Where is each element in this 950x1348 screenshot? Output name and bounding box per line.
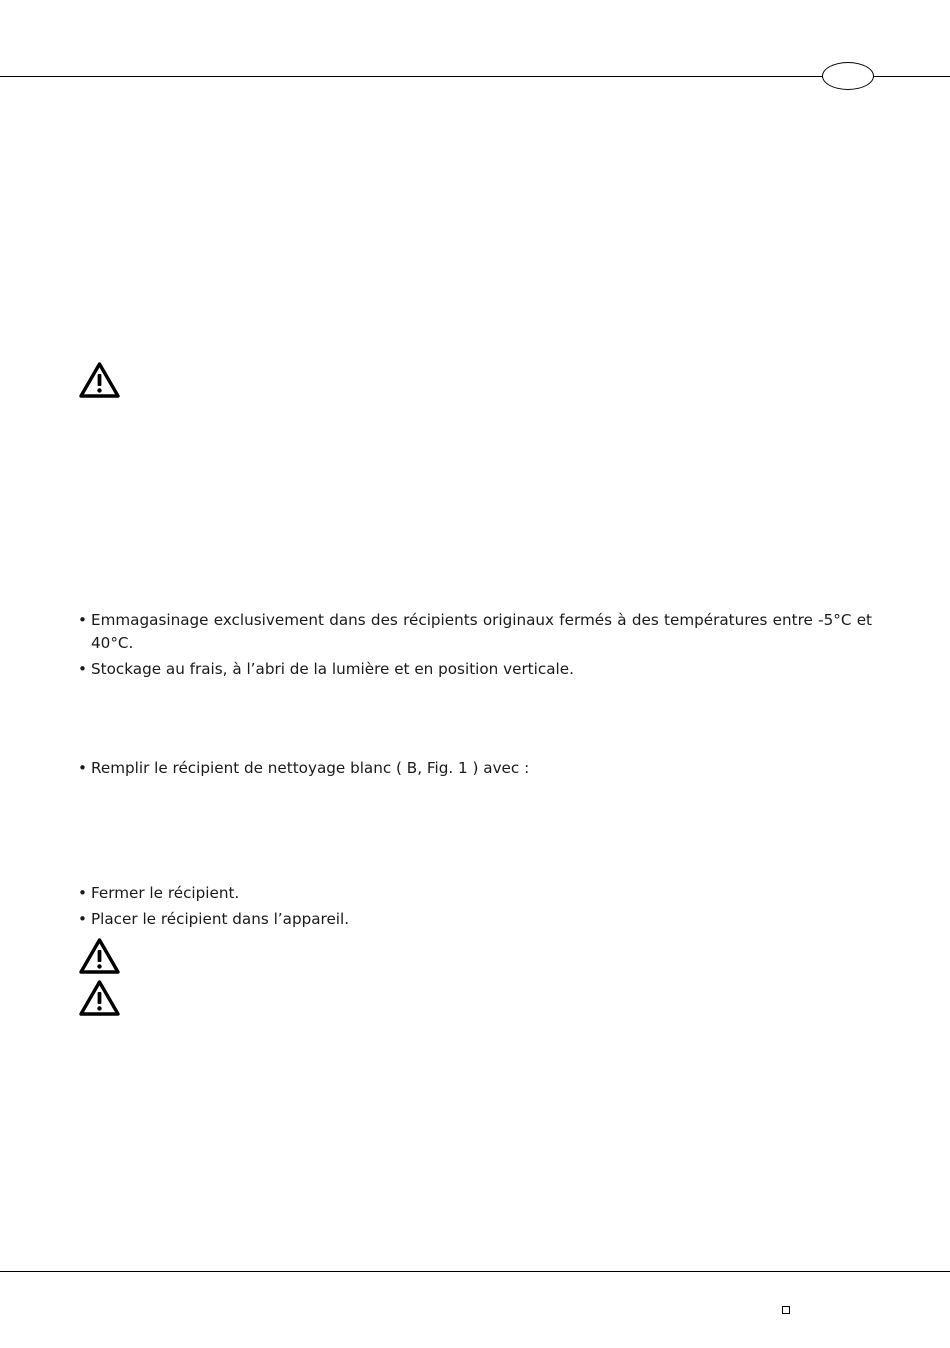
- footer-rule: [0, 1271, 950, 1272]
- bullet-marker: •: [78, 660, 87, 678]
- list-item-fill-container: [78, 757, 872, 780]
- bullet-marker: •: [78, 611, 87, 629]
- warning-triangle-icon: [78, 979, 121, 1017]
- list-item-close-container: [78, 882, 872, 905]
- bullet-marker: •: [78, 910, 87, 928]
- list-item-text: Stockage au frais, à l’abri de la lumière et en position verticale.: [91, 660, 574, 678]
- list-item-text: Emmagasinage exclusivement dans des récipients originaux fermés à des températures entre -5°C et 40°C.: [91, 611, 872, 652]
- header-rule: [0, 76, 950, 77]
- list-item-text: Fermer le récipient.: [91, 884, 240, 902]
- list-item-text: Placer le récipient dans l’appareil.: [91, 910, 350, 928]
- bullet-marker: •: [78, 884, 87, 902]
- language-badge-oval-icon: [822, 62, 874, 90]
- list-item-storage-conditions: [78, 658, 872, 681]
- warning-triangle-icon: [78, 937, 121, 975]
- list-item-place-container: [78, 908, 872, 931]
- square-icon: [782, 1306, 790, 1314]
- list-item-text: Remplir le récipient de nettoyage blanc ( B, Fig. 1 ) avec :: [91, 759, 530, 777]
- warning-triangle-icon: [78, 361, 121, 399]
- bullet-marker: •: [78, 759, 87, 777]
- list-item-storage-temperature: [78, 609, 872, 655]
